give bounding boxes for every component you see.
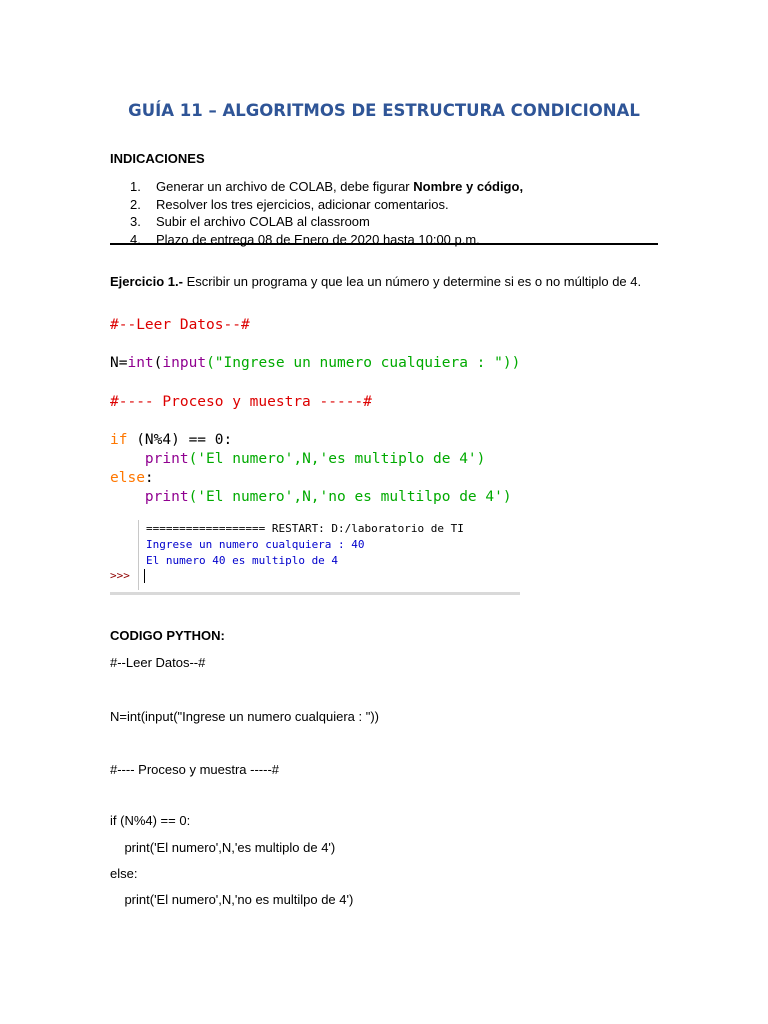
shell-input-line: Ingrese un numero cualquiera : 40 xyxy=(146,538,365,551)
code-text-line: print('El numero',N,'es multiplo de 4') xyxy=(110,840,336,855)
code-text-line: else: xyxy=(110,866,138,881)
list-item: 3. Subir el archivo COLAB al classroom xyxy=(130,214,370,229)
list-item: 4. Plazo de entrega 08 de Enero de 2020 hasta 10:00 p.m. xyxy=(130,231,480,247)
code-print-false: print('El numero',N,'no es multilpo de 4') xyxy=(144,489,512,505)
code-comment-process: #---- Proceso y muestra -----# xyxy=(110,394,372,410)
code-if-line: if (N%4) == 0: xyxy=(110,432,233,448)
page-title: GUÍA 11 – ALGORITMOS DE ESTRUCTURA CONDICIONAL xyxy=(128,101,640,120)
code-print-true: print('El numero',N,'es multiplo de 4') xyxy=(144,451,486,467)
code-input-line: N=int(input("Ingrese un numero cualquiera : ")) xyxy=(110,355,521,371)
indicaciones-list xyxy=(110,178,660,248)
ejercicio-statement: Ejercicio 1.- Escribir un programa y que lea un número y determine si es o no múltiplo de 4. xyxy=(110,274,642,289)
text-cursor xyxy=(144,569,145,583)
list-item: 2. Resolver los tres ejercicios, adicionar comentarios. xyxy=(130,196,449,212)
code-text-line: if (N%4) == 0: xyxy=(110,813,191,828)
list-item: 1. Generar un archivo de COLAB, debe figurar Nombre y código, xyxy=(130,179,524,194)
codigo-python-heading: CODIGO PYTHON: xyxy=(110,628,225,643)
indicaciones-heading: INDICACIONES xyxy=(110,151,205,166)
divider xyxy=(110,243,658,245)
code-text-line: N=int(input("Ingrese un numero cualquiera : ")) xyxy=(110,709,380,724)
python-shell-output xyxy=(110,520,520,595)
code-else-line: else: xyxy=(110,470,154,486)
code-text-line: #--Leer Datos--# xyxy=(110,655,206,670)
code-comment-read: #--Leer Datos--# xyxy=(110,317,250,333)
shell-result-line: El numero 40 es multiplo de 4 xyxy=(146,554,339,567)
shell-prompt: >>> xyxy=(110,569,130,582)
shell-restart-line: ================== RESTART: D:/laboratorio de TI xyxy=(146,522,464,535)
code-text-line: #---- Proceso y muestra -----# xyxy=(110,762,280,777)
code-text-line: print('El numero',N,'no es multilpo de 4') xyxy=(110,892,354,907)
